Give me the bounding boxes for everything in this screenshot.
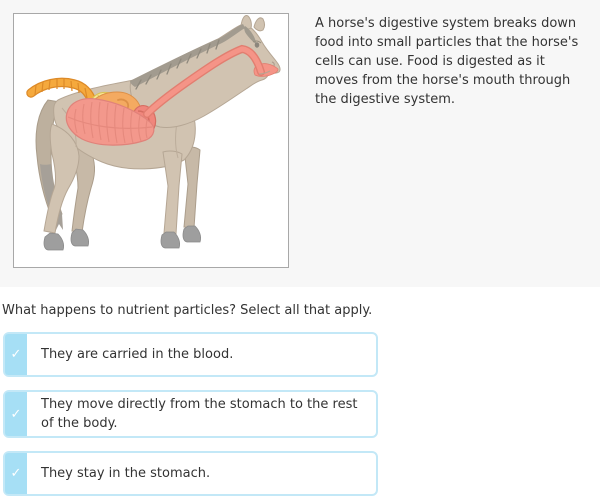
horse-hoof bbox=[161, 232, 180, 248]
question-panel bbox=[0, 287, 600, 496]
answer-option-label: They move directly from the stomach to the rest of the body. bbox=[41, 397, 358, 431]
horse-hoof bbox=[71, 229, 89, 246]
answer-option-3[interactable] bbox=[3, 451, 378, 496]
answer-option-label: They are carried in the blood. bbox=[41, 347, 234, 362]
horse-hoof bbox=[44, 233, 64, 250]
answer-option-label: They stay in the stomach. bbox=[41, 466, 211, 481]
answer-option-1[interactable] bbox=[3, 332, 378, 377]
horse-eye bbox=[255, 42, 260, 47]
lesson-description: A horse's digestive system breaks down food into small particles that the horse's cells can use. Food is digested as it moves from the horse's mouth through the digestive system. bbox=[315, 16, 579, 107]
checkbox-checked-icon[interactable] bbox=[5, 392, 27, 436]
illustration-box bbox=[13, 13, 289, 268]
horse-far-front-leg bbox=[184, 147, 200, 228]
horse-ear bbox=[254, 18, 265, 31]
checkbox-checked-icon[interactable] bbox=[5, 334, 27, 375]
checkmark-glyph: ✓ bbox=[10, 347, 22, 362]
checkbox-checked-icon[interactable] bbox=[5, 453, 27, 494]
horse-illustration bbox=[14, 14, 288, 267]
answer-option-2[interactable] bbox=[3, 390, 378, 438]
checkmark-glyph: ✓ bbox=[10, 466, 22, 481]
horse-hoof bbox=[183, 226, 201, 242]
horse-near-front-leg bbox=[163, 151, 182, 234]
checkmark-glyph: ✓ bbox=[10, 406, 22, 422]
question-text: What happens to nutrient particles? Select all that apply. bbox=[2, 303, 373, 318]
